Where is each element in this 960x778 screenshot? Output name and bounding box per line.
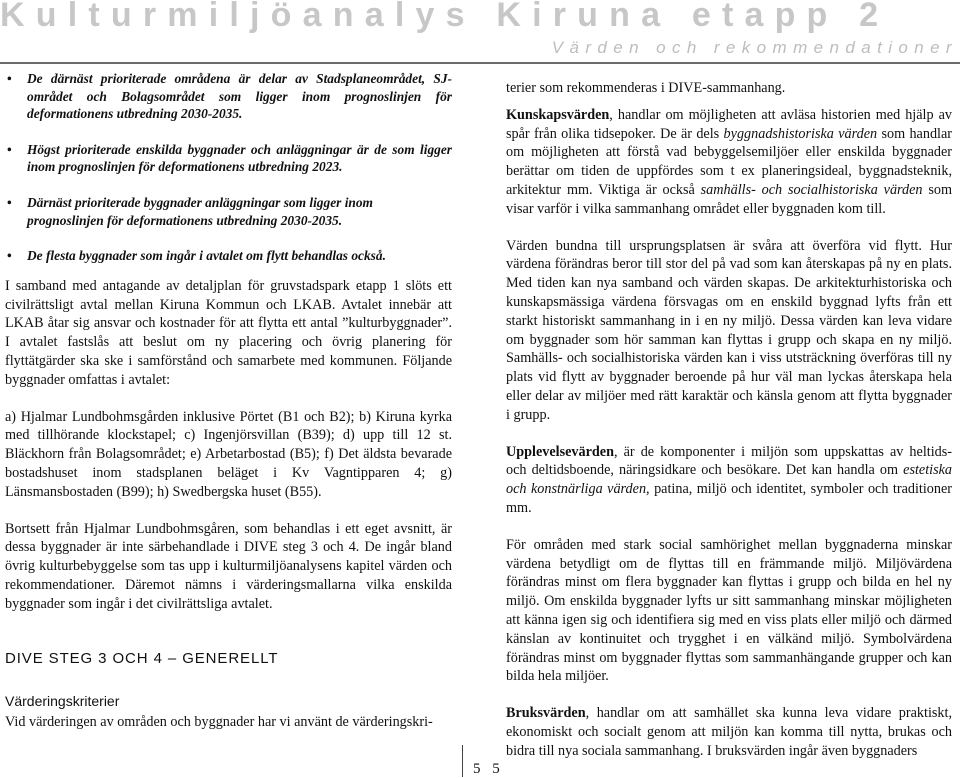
bullet-icon: • [7, 141, 12, 157]
criteria-intro-paragraph: Vid värderingen av områden och byggnader har vi använt de värderingskri- [5, 713, 433, 730]
page-number: 5 5 [473, 761, 504, 777]
priority-list [5, 70, 452, 265]
subsection-heading: Värderingskriterier [5, 692, 120, 709]
agreement-paragraph: I samband med antagande av detaljplan för gruvstadspark etapp 1 slöts ett civilrättsligt avtal mellan Kiruna Kommun och LKAB. Avtalet innebär att LKAB åtar sig ansvar och kostnader för att flytta ett antal ”kulturbyggnader”. I avtalet fastslås att beslut om ny placering och övrig planering för flyttätgärder ska ske i samförstånd och samarbete med kommunen. Följande byggnader omfattas i avtalet: [5, 277, 452, 388]
experience-values-paragraph: Upplevelsevärden, är de komponenter i miljön som uppskattas av heltids- och deltidsboende, näringsidkare och besökare. Det kan handla om estetiska och konstnärliga värden, patina, miljö och identitet, symboler och traditioner mm. [506, 443, 952, 516]
bullet-icon: • [7, 248, 12, 264]
social-cohesion-paragraph: För områden med stark social samhörighet mellan byggnaderna minskar värdena betydligt om de flyttas till en främmande miljö. Miljövärdena förändras minst om flera byggnader kan flyttas i grupp och bilda en hel ny miljö. Om enskilda byggnader lyfts ur sitt sammanhang minskar möjligheten att känna igen sig och identifiera sig med en viss plats eller miljö och därmed känslan av kontinuitet och trygghet i en välkänd miljö. Symbolvärdena förändras minst om byggnader flyttas som sammanhängande grupper och kan bilda hela miljöer. [506, 536, 952, 685]
right-column [506, 79, 952, 761]
term-experience-values: Upplevelsevärden [506, 443, 614, 460]
location-values-paragraph: Värden bundna till ursprungsplatsen är svåra att överföra vid flytt. Hur värdena förändras beror till stor del på vad som kan återskapas på ny en plats. Med tiden kan nya samband och värden skapas. De arkitekturhistoriska och kunskapsmässiga värdena försvagas om en enskild byggnad lyfts från ett starkt historiskt sammanhang in i en ny miljö. Dessa värden kan leva vidare om byggnader som hör samman kan flyttas i grupp och skapa en ny miljö. Samhälls- och socialhistoriska värden kan i viss utsträckning överföras till ny plats vid flytt av byggnader beroende på hur väl man lyckas återskapa hela eller delar av miljöer med rätt karaktär och känsla genom att flytta byggnader i grupp. [506, 237, 952, 423]
list-item: • Därnäst prioriterade byggnader anläggningar som ligger inom prognoslinjen för deformationens utbredning 2030-2035. [7, 194, 373, 228]
list-item: • De därnäst prioriterade områdena är delar av Stadsplaneområdet, SJ-området och Bolagsområdet som ligger inom prognoslinjen för deformationens utbredning 2030-2035. [7, 71, 452, 122]
header-title: Kulturmiljöanalys Kiruna etapp 2 [0, 0, 890, 34]
header-subtitle: Värden och rekommendationer [551, 38, 958, 57]
use-values-paragraph: Bruksvärden, handlar om att samhället ska kunna leva vidare praktiskt, ekonomiskt och socialt genom att miljön kan komma till nytta, brukas och bidra till nya sociala sammanhang. I bruksvärden ingår även byggnaders [506, 705, 952, 759]
knowledge-values-paragraph: Kunskapsvärden, handlar om möjligheten att avläsa historien med hjälp av spår från olika tidsepoker. De är dels byggnadshistoriska värden som handlar om möjligheten att förstå vad bebyggelsemiljöer eller enskilda byggnader berättar om tiden de uppfördes som t ex planeringsideal, byggnadsteknik, arkitektur mm. Viktiga är också samhälls- och socialhistoriska värden som visar varför i vilka sammanhang området eller byggnaden kom till. [506, 106, 953, 217]
buildings-paragraph: a) Hjalmar Lundbohmsgården inklusive Pörtet (B1 och B2); b) Kiruna kyrka med tillhörande klockstapel; c) Ingenjörsvillan (B39); d) upp till 12 st. Bläckhorn från Bolagsområdet; e) Arbetarbostad (B5); f) Det äldsta bevarade bostadshuset inom stadsplanen beläget i Kv Vagntipparen 4; g) Länsmansbostaden (B99); h) Swedbergska huset (B55). [5, 408, 452, 500]
bullet-icon: • [7, 71, 12, 86]
criteria-continued: terier som rekommenderas i DIVE-sammanhang. [506, 80, 786, 96]
section-heading: DIVE STEG 3 OCH 4 – GENERELLT [5, 649, 279, 667]
term-use-values: Bruksvärden [506, 705, 586, 722]
list-item: • Högst prioriterade enskilda byggnader och anläggningar är de som ligger inom prognoslinjen för deformationens utbredning 2023. [7, 141, 452, 175]
exception-paragraph: Bortsett från Hjalmar Lundbohmsgåren, som behandlas i ett eget avsnitt, är dessa byggnader är inte särbehandlade i DIVE steg 3 och 4. De ingår bland övrig kulturbebyggelse som tas upp i kulturmiljöanalysens kapitel värden och rekommendationer. Däremot nämns i värderingsmallarna vilka enskilda byggnader som ingår i det civilrättsliga avtalet. [5, 520, 452, 612]
bullet-icon: • [7, 194, 12, 210]
term-knowledge-values: Kunskapsvärden [506, 106, 610, 123]
left-column [5, 64, 452, 731]
list-item: • De flesta byggnader som ingår i avtalet om flytt behandlas också. [7, 248, 386, 264]
page-divider [462, 745, 463, 777]
